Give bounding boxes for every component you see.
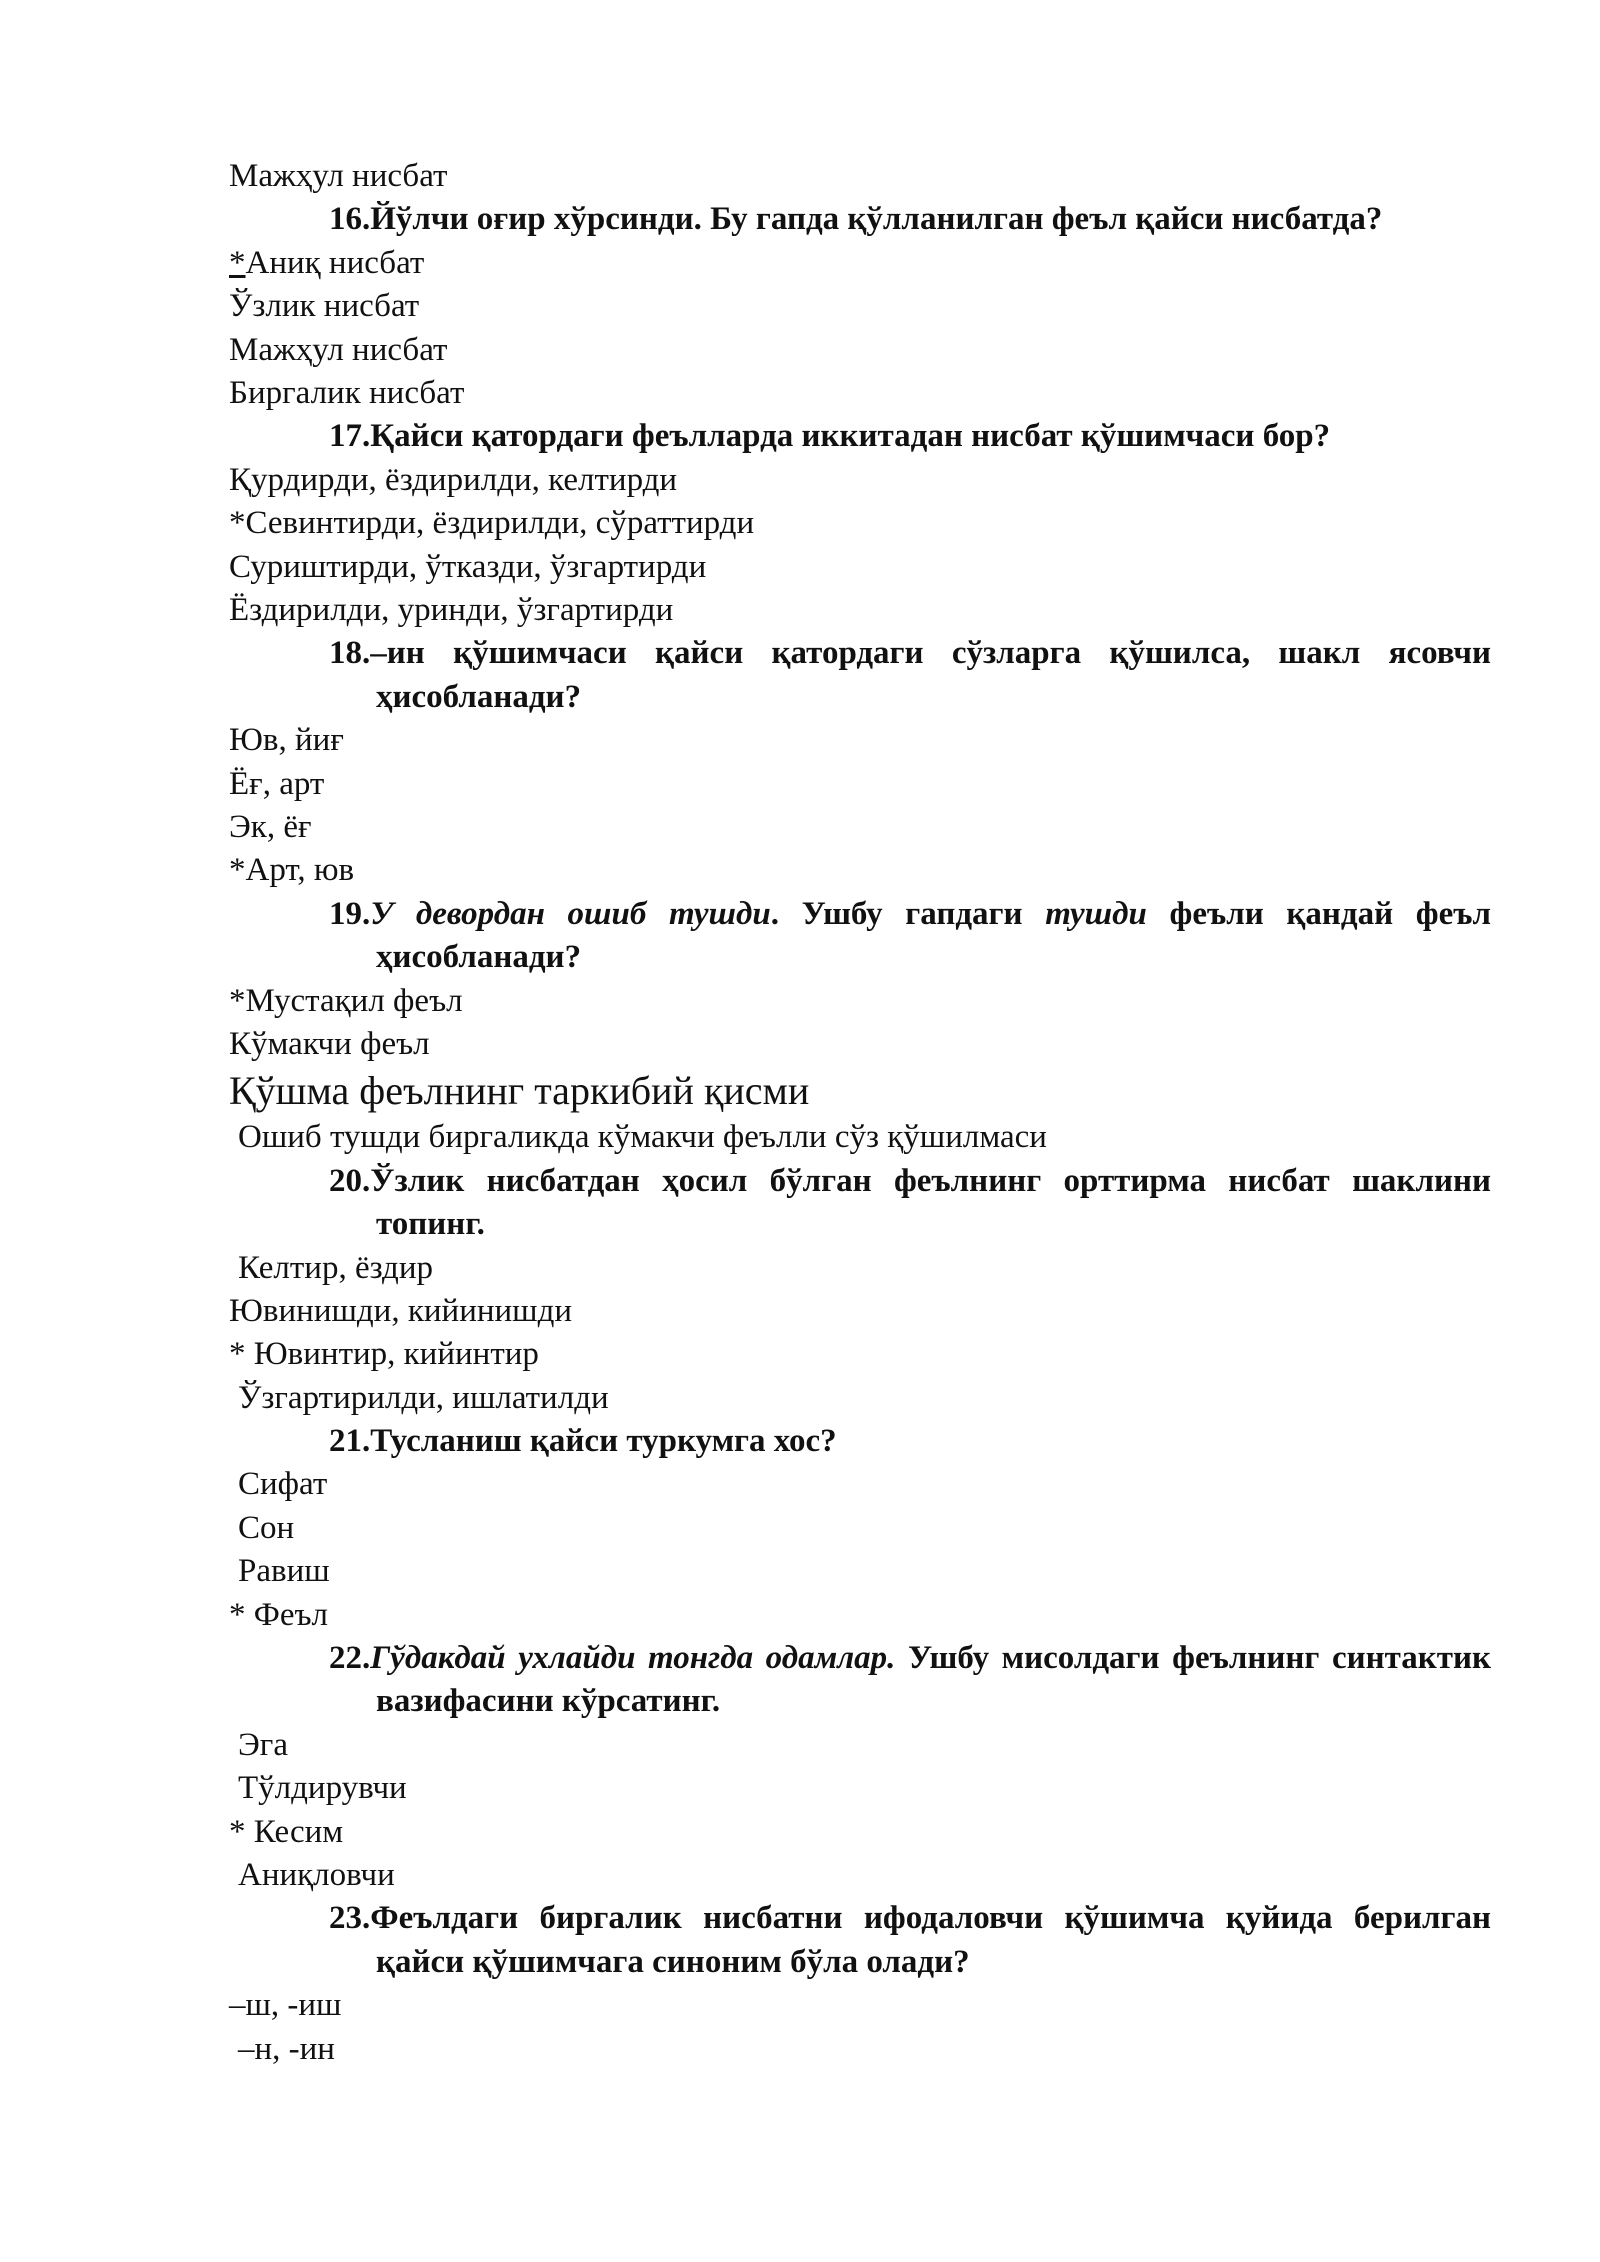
question-number: 19. (329, 895, 371, 932)
question-18 (229, 632, 1491, 719)
question-text: –ин қўшимчаси қайси қатордаги сўзларга қўшилса, шакл ясовчи ҳисобланади? (370, 635, 1491, 715)
question-number: 16. (329, 201, 371, 238)
answer-line: * Феъл (229, 1596, 328, 1633)
answer-line: Эк, ёғ (229, 808, 312, 845)
answer-line: Келтир, ёздир (238, 1249, 433, 1286)
answer-line: Ўзлик нисбат (229, 288, 420, 325)
question-italic-example: Гўдакдай ухлайди тонгда одамлар. (370, 1640, 896, 1677)
answer-line: Мажҳул нисбат (229, 158, 448, 194)
answer-line: Аниқловчи (238, 1857, 395, 1894)
answer-line: Сон (238, 1509, 295, 1546)
question-text: Қайси қатордаги феълларда иккитадан нисбат қўшимчаси бор? (370, 418, 1331, 455)
question-text: Тусланиш қайси туркумга хос? (370, 1423, 837, 1460)
answer-line: Қўшма феълнинг таркибий қисми (229, 1068, 810, 1114)
answer-line: * Ювинтир, кийинтир (229, 1336, 539, 1373)
answer-line: Ёғ, арт (229, 765, 325, 802)
answer-line: Қурдирди, ёздирилди, келтирди (229, 461, 678, 498)
test-content (229, 155, 1491, 2071)
question-text: . Ушбу гапдаги (770, 895, 1046, 932)
question-number: 23. (329, 1900, 371, 1937)
question-number: 21. (329, 1423, 371, 1460)
question-text: Ушбу мисолдаги феълнинг синтактик вазифасини кўрсатинг. (376, 1640, 1491, 1720)
question-21 (229, 1420, 1491, 1463)
question-number: 18. (329, 635, 371, 672)
answer-line: Ошиб тушди биргаликда кўмакчи феълли сўз қўшилмаси (238, 1119, 1047, 1156)
answer-line: –ш, -иш (229, 1987, 342, 2024)
answer-line: Равиш (238, 1553, 330, 1590)
question-17 (229, 415, 1491, 458)
answer-line: Биргалик нисбат (229, 374, 465, 411)
question-23 (229, 1897, 1491, 1984)
answer-line: Ўзгартирилди, ишлатилди (238, 1379, 609, 1416)
question-text: Йўлчи оғир хўрсинди. Бу гапда қўлланилган феъл қайси нисбатда? (370, 201, 1383, 238)
question-number: 22. (329, 1640, 371, 1677)
answer-line: * Кесим (229, 1813, 344, 1850)
answer-line: –н, -ин (238, 2030, 335, 2067)
answer-line: Суриштирди, ўтказди, ўзгартирди (229, 548, 707, 585)
question-italic-word: тушди (1045, 895, 1147, 932)
question-text: Ўзлик нисбатдан ҳосил бўлган феълнинг орттирма нисбат шаклини топинг. (370, 1162, 1491, 1243)
question-22 (229, 1637, 1491, 1724)
answer-line: *Севинтирди, ёздирилди, сўраттирди (229, 505, 755, 542)
answer-line: Юв, йиғ (229, 722, 344, 759)
question-text-rest: феъли қандай феъл ҳисобланади? (376, 895, 1491, 976)
answer-line: Сифат (238, 1466, 328, 1503)
answer-line: *Арт, юв (229, 852, 355, 889)
question-19 (229, 893, 1491, 980)
answer-line: Мажҳул нисбат (229, 331, 448, 368)
question-20 (229, 1160, 1491, 1247)
answer-line: Ювинишди, кийинишди (229, 1292, 573, 1329)
answer-line-correct (229, 242, 1491, 285)
question-16 (229, 198, 1491, 241)
answer-line: Эга (238, 1726, 288, 1763)
answer-line: Тўлдирувчи (238, 1770, 407, 1807)
answer-line: Кўмакчи феъл (229, 1025, 430, 1062)
question-text: Феълдаги биргалик нисбатни ифодаловчи қўшимча қуйида берилган қайси қўшимчага синоним бўла олади? (370, 1900, 1491, 1980)
question-italic-example: У девордан ошиб тушди (370, 895, 771, 932)
answer-text: Аниқ нисбат (245, 244, 425, 281)
answer-line: *Мустақил феъл (229, 982, 463, 1019)
question-number: 20. (329, 1162, 371, 1199)
correct-marker: * (229, 244, 246, 281)
question-number: 17. (329, 418, 371, 455)
answer-line: Ёздирилди, уринди, ўзгартирди (229, 591, 674, 628)
